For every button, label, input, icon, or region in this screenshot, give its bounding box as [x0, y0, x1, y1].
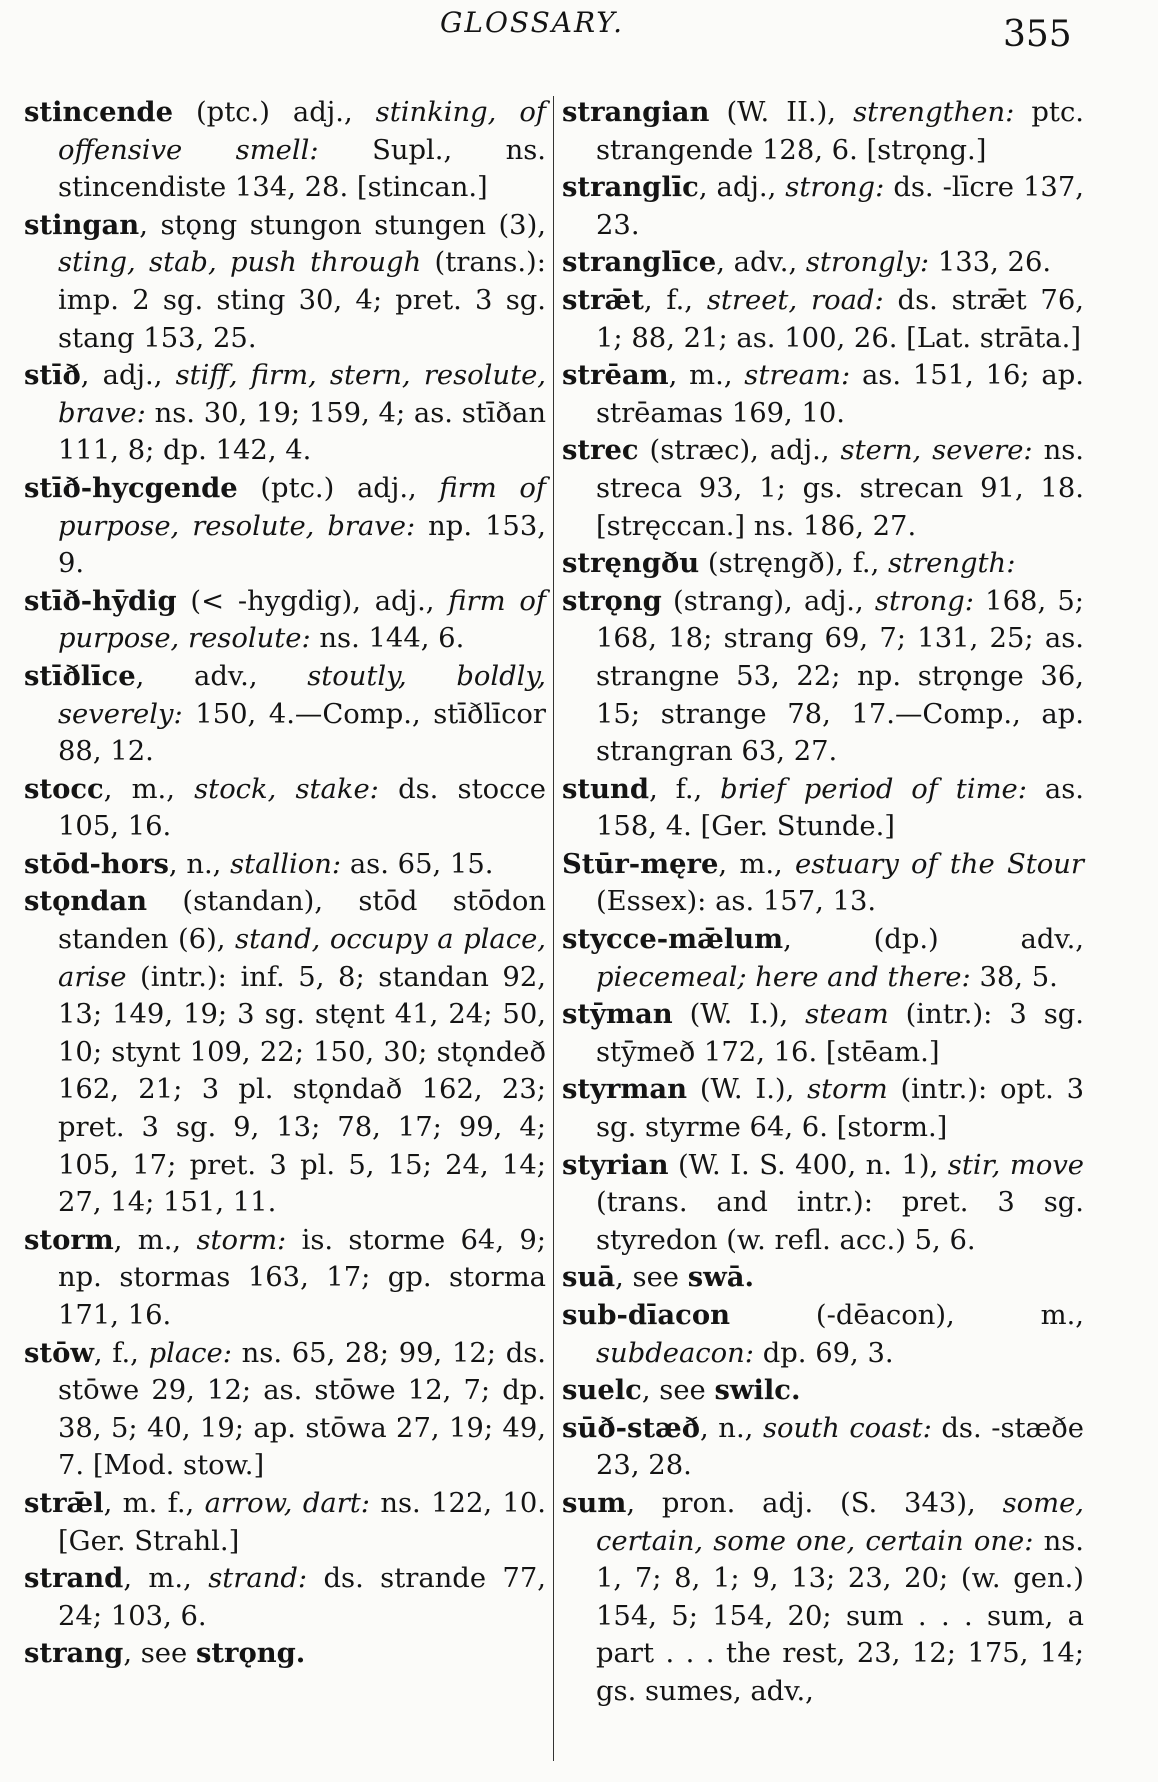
entry-gloss: stand, occupy a place, arise: [58, 924, 546, 993]
entry-references: ns. 30, 19; 159, 4; as. stīðan 111, 8; dp. 142, 4.: [58, 397, 546, 467]
entry-references: ns. 1, 7; 8, 1; 9, 13; 23, 20; (w. gen.) 154, 5; 154, 20; sum . . . sum, a part . . . the rest, 23, 12; 175, 14; gs. sumes, adv.,: [596, 1525, 1084, 1707]
headword: strǣt: [562, 283, 644, 316]
headword: stycce-mǣlum: [562, 923, 784, 956]
headword: strec: [562, 434, 639, 467]
entry-references: as. 65, 15.: [341, 848, 494, 880]
glossary-entry: [562, 1071, 1084, 1146]
entry-gloss: strengthen:: [853, 97, 1015, 128]
entry-references: np. 153, 9.: [58, 510, 546, 580]
glossary-entry: [562, 1410, 1084, 1485]
headword: styrman: [562, 1073, 688, 1106]
entry-references: swā.: [687, 1261, 754, 1294]
headword: stȳman: [562, 998, 673, 1031]
entry-references: is. storme 64, 9; np. stormas 163, 17; gp. storma 171, 16.: [58, 1224, 546, 1331]
entry-references: (trans.): imp. 2 sg. sting 30, 4; pret. 3 sg. stang 153, 25.: [58, 247, 546, 354]
glossary-entry: [24, 883, 546, 1221]
entry-gloss: arrow, dart:: [204, 1487, 371, 1519]
entry-grammar: (W. II.),: [709, 97, 854, 128]
entry-grammar: (ptc.) adj.,: [237, 472, 440, 504]
entry-references: ns. 65, 28; 99, 12; ds. stōwe 29, 12; as. stōwe 12, 7; dp. 38, 5; 40, 19; ap. stōwa 27, 19; 49, 7. [Mod. stow.]: [58, 1337, 546, 1482]
left-column: [24, 94, 546, 1673]
headword: strangian: [562, 96, 710, 128]
entry-gloss: stern, severe:: [840, 435, 1033, 467]
entry-grammar: , adj.,: [698, 172, 786, 204]
entry-references: Supl., ns. stincendiste 134, 28. [stincan.]: [58, 134, 546, 204]
entry-gloss: strength:: [888, 548, 1016, 580]
glossary-entry: [562, 846, 1084, 921]
entry-grammar: (strang), adj.,: [661, 585, 875, 617]
entry-grammar: , see: [615, 1262, 688, 1294]
entry-gloss: strong:: [874, 585, 974, 617]
entry-gloss: firm of purpose, resolute, brave:: [58, 472, 547, 542]
headword: stincende: [24, 96, 173, 128]
entry-references: ds. -līcre 137, 23.: [596, 172, 1084, 241]
headword: strang: [24, 1637, 124, 1670]
entry-gloss: stiff, firm, stern, resolute, brave:: [58, 360, 546, 429]
glossary-entry: [562, 583, 1084, 771]
headword: suā: [562, 1261, 616, 1294]
entry-gloss: stream:: [744, 360, 851, 392]
glossary-entry: [562, 357, 1084, 432]
headword: stund: [562, 772, 650, 805]
entry-grammar: (stræc), adj.,: [638, 435, 841, 467]
entry-gloss: storm:: [196, 1224, 287, 1256]
entry-references: (Essex): as. 157, 13.: [596, 886, 877, 918]
glossary-entry: [24, 94, 546, 207]
headword: sum: [562, 1486, 627, 1519]
glossary-entry: [562, 1147, 1084, 1260]
glossary-entry: [24, 207, 546, 357]
headword: stōd-hors: [24, 847, 169, 880]
entry-gloss: stallion:: [230, 848, 342, 880]
entry-gloss: subdeacon:: [596, 1337, 755, 1369]
headword: stranglīce: [562, 246, 717, 279]
entry-grammar: (ptc.) adj.,: [173, 97, 376, 128]
entry-gloss: strongly:: [805, 247, 930, 279]
glossary-entry: [24, 846, 546, 884]
entry-grammar: , m.,: [103, 773, 195, 805]
glossary-entry: [24, 583, 546, 658]
entry-references: strǫng.: [195, 1637, 306, 1670]
entry-references: ptc. strangende 128, 6. [strǫng.]: [596, 97, 1084, 166]
headword: stręngðu: [562, 547, 700, 580]
entry-gloss: place:: [148, 1337, 232, 1369]
running-head: GLOSSARY.: [440, 6, 625, 39]
entry-references: 38, 5.: [970, 961, 1058, 993]
entry-references: ns. 144, 6.: [310, 623, 465, 655]
entry-grammar: , see: [123, 1638, 196, 1670]
entry-gloss: sting, stab, push through: [58, 247, 422, 279]
entry-gloss: strong:: [785, 172, 885, 204]
headword: stīð-hȳdig: [24, 584, 177, 617]
right-column: [562, 94, 1084, 1711]
glossary-entry: [562, 94, 1084, 169]
entry-references: ds. stocce 105, 16.: [58, 773, 546, 843]
entry-references: (trans. and intr.): pret. 3 sg. styredon (w. refl. acc.) 5, 6.: [596, 1187, 1084, 1256]
headword: stīð: [24, 359, 81, 392]
entry-gloss: stir, move: [947, 1149, 1085, 1181]
entry-grammar: (stręngð), f.,: [699, 548, 888, 580]
entry-grammar: , (dp.) adv.,: [783, 924, 1084, 956]
entry-gloss: steam: [805, 999, 889, 1031]
headword: stīð-hycgende: [24, 471, 238, 504]
glossary-entry: [24, 1635, 546, 1673]
entry-grammar: (< -hygdig), adj.,: [176, 585, 449, 617]
headword: strēam: [562, 359, 669, 392]
headword: storm: [24, 1223, 114, 1256]
entry-gloss: piecemeal; here and there:: [596, 961, 971, 993]
entry-references: as. 158, 4. [Ger. Stunde.]: [596, 773, 1084, 843]
entry-gloss: stock, stake:: [194, 773, 379, 805]
glossary-entry: [562, 432, 1084, 545]
page-number: 355: [1003, 14, 1072, 55]
glossary-entry: [562, 1485, 1084, 1711]
glossary-entry: [562, 282, 1084, 357]
entry-grammar: , adv.,: [135, 660, 308, 692]
glossary-entry: [24, 658, 546, 771]
entry-grammar: (W. I.),: [687, 1074, 808, 1106]
entry-grammar: , f.,: [643, 284, 707, 316]
entry-grammar: (-dēacon), m.,: [730, 1300, 1084, 1331]
entry-grammar: , stǫng stungon stungen (3),: [139, 209, 546, 241]
glossary-entry: [562, 1372, 1084, 1410]
headword: stocc: [24, 772, 104, 805]
entry-grammar: , f.,: [649, 773, 721, 805]
entry-gloss: some, certain, some one, certain one:: [596, 1487, 1084, 1557]
entry-grammar: , pron. adj. (S. 343),: [626, 1487, 1003, 1519]
entry-references: ds. strande 77, 24; 103, 6.: [58, 1563, 546, 1632]
entry-grammar: , see: [641, 1375, 715, 1407]
entry-gloss: storm: [807, 1074, 888, 1106]
entry-references: swilc.: [714, 1374, 801, 1407]
entry-grammar: , m. f.,: [103, 1487, 205, 1519]
glossary-entry: [24, 1560, 546, 1635]
entry-references: dp. 69, 3.: [754, 1337, 894, 1369]
entry-grammar: , n.,: [700, 1412, 763, 1444]
entry-gloss: south coast:: [762, 1412, 932, 1444]
entry-references: as. 151, 16; ap. strēamas 169, 10.: [596, 360, 1084, 429]
glossary-entry: [562, 545, 1084, 583]
entry-gloss: street, road:: [706, 284, 884, 316]
glossary-entry: [562, 1297, 1084, 1372]
glossary-entry: [562, 921, 1084, 996]
glossary-entry: [562, 244, 1084, 282]
headword: stīðlīce: [24, 659, 136, 692]
headword: styrian: [562, 1148, 669, 1181]
column-divider: [553, 96, 554, 1761]
entry-references: ns. 122, 10. [Ger. Strahl.]: [58, 1487, 546, 1557]
headword: sub-dīacon: [562, 1299, 731, 1331]
entry-references: (intr.): inf. 5, 8; standan 92, 13; 149, 19; 3 sg. stęnt 41, 24; 50, 10; stynt 109, 22; 150, 30; stǫndeð 162, 21; 3 pl. stǫndað 162, 23; pret. 3 sg. 9, 13; 78, 17; 99, 4; 105, 17; pret. 3 pl. 5, 15; 24, 14; 27, 14; 151, 11.: [58, 961, 546, 1219]
entry-references: 133, 26.: [929, 247, 1052, 279]
headword: strand: [24, 1562, 124, 1595]
entry-gloss: stinking, of offensive smell:: [58, 97, 546, 166]
entry-grammar: (W. I.),: [672, 999, 806, 1031]
entry-grammar: , m.,: [123, 1563, 209, 1595]
headword: stǫndan: [24, 885, 148, 918]
headword: suelc: [562, 1374, 642, 1407]
entry-gloss: firm of purpose, resolute:: [58, 585, 546, 655]
entry-gloss: brief period of time:: [720, 773, 1027, 805]
entry-grammar: , m.,: [113, 1224, 197, 1256]
glossary-entry: [24, 470, 546, 583]
entry-gloss: estuary of the Stour: [795, 848, 1084, 880]
headword: stranglīc: [562, 171, 699, 204]
entry-references: (intr.): 3 sg. stȳmeð 172, 16. [stēam.]: [596, 999, 1084, 1068]
headword: stōw: [24, 1336, 94, 1369]
glossary-entry: [24, 771, 546, 846]
entry-references: 150, 4.—Comp., stīðlīcor 88, 12.: [58, 698, 546, 768]
entry-references: ns. streca 93, 1; gs. strecan 91, 18. [stręccan.] ns. 186, 27.: [596, 435, 1084, 542]
glossary-entry: [24, 1335, 546, 1485]
entry-references: (intr.): opt. 3 sg. styrme 64, 6. [storm.]: [596, 1074, 1084, 1144]
entry-grammar: (standan), stōd stōdon standen (6),: [58, 886, 546, 956]
headword: sūð-stæð: [562, 1411, 701, 1444]
entry-references: 168, 5; 168, 18; strang 69, 7; 131, 25; as. strangne 53, 22; np. strǫnge 36, 15; strange 78, 17.—Comp., ap. strangran 63, 27.: [596, 585, 1084, 768]
glossary-entry: [24, 357, 546, 470]
entry-references: ds. -stæðe 23, 28.: [596, 1412, 1084, 1482]
entry-grammar: , adj.,: [80, 360, 176, 392]
headword: stingan: [24, 208, 140, 241]
entry-gloss: strand:: [208, 1563, 308, 1595]
headword: strǫng: [562, 584, 662, 617]
entry-grammar: , adv.,: [716, 247, 806, 279]
glossary-entry: [24, 1222, 546, 1335]
entry-grammar: , n.,: [168, 848, 231, 880]
glossary-entry: [562, 169, 1084, 244]
entry-grammar: (W. I. S. 400, n. 1),: [668, 1149, 948, 1181]
entry-grammar: , m.,: [668, 360, 745, 392]
glossary-entry: [562, 996, 1084, 1071]
entry-gloss: stoutly, boldly, severely:: [58, 660, 546, 730]
glossary-entry: [24, 1485, 546, 1560]
entry-references: ds. strǣt 76, 1; 88, 21; as. 100, 26. [Lat. strāta.]: [596, 284, 1084, 354]
entry-grammar: , m.,: [718, 848, 795, 880]
headword: Stūr-męre: [562, 847, 719, 880]
entry-grammar: , f.,: [93, 1337, 149, 1369]
headword: strǣl: [24, 1486, 104, 1519]
glossary-entry: [562, 1259, 1084, 1297]
glossary-entry: [562, 771, 1084, 846]
